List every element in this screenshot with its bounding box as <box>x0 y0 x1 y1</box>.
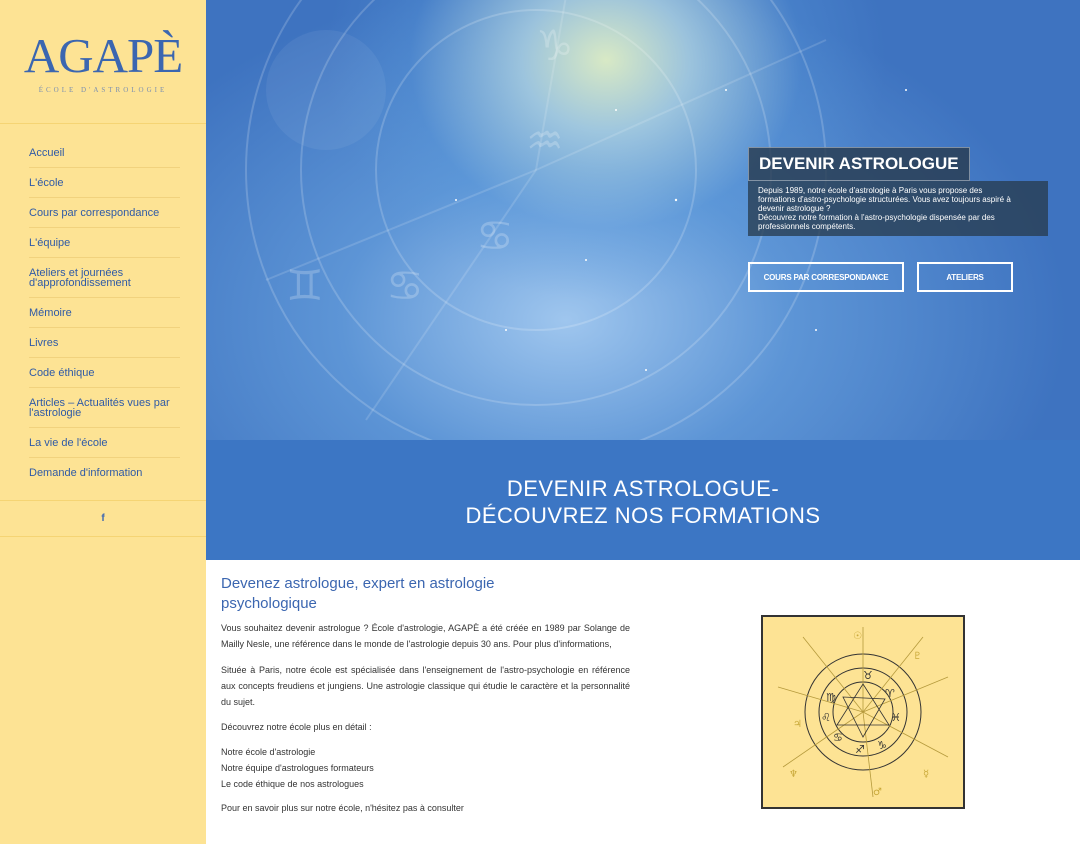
svg-text:♈: ♈ <box>885 687 895 700</box>
nav-item-demande-information[interactable]: Demande d'information <box>29 467 143 479</box>
hero-description <box>748 181 1048 236</box>
intro-paragraph: Vous souhaitez devenir astrologue ? École d'astrologie, AGAPÈ a été créée en 1989 par Solange de Mailly Nesle, une référence dans le monde de l'astrologie depuis 30 ans. Pour plus d'informations, <box>221 623 630 649</box>
hero-desc-line: formations d'astro-psychologie structurées. Vous avez toujours aspiré à <box>758 195 1011 204</box>
section-heading-line2: psychologique <box>221 595 317 612</box>
svg-text:♌: ♌ <box>821 711 831 724</box>
hero-desc-line: Depuis 1989, notre école d'astrologie à Paris vous propose des <box>758 186 983 195</box>
ateliers-button[interactable]: ATELIERS <box>917 262 1013 292</box>
nav-item-accueil[interactable]: Accueil <box>29 138 180 168</box>
paris-paragraph: Située à Paris, notre école est spécialisée dans l'enseignement de l'astro-psychologie en référence aux concepts freudiens et jungiens. Une astrologie classique qui étudie le caractère et la personnalité du sujet. <box>221 665 630 707</box>
section-heading-line1: Devenez astrologue, expert en astrologie <box>221 575 495 592</box>
discover-links <box>221 744 630 792</box>
main-nav <box>0 138 206 487</box>
nav-item-ateliers[interactable]: Ateliers et journées d'approfondissement <box>29 258 180 298</box>
cours-correspondance-button[interactable]: COURS PAR CORRESPONDANCE <box>748 262 904 292</box>
svg-text:♋: ♋ <box>386 261 424 310</box>
svg-text:☉: ☉ <box>853 631 862 642</box>
hero-caption <box>748 147 1048 236</box>
banner-title-line2: DÉCOUVREZ NOS FORMATIONS <box>465 503 821 528</box>
nav-item-ecole[interactable]: L'école <box>29 168 180 198</box>
more-info-paragraph: Pour en savoir plus sur notre école, n'hésitez pas à consulter <box>221 803 464 813</box>
nav-item-equipe[interactable]: L'équipe <box>29 228 180 258</box>
svg-text:♋: ♋ <box>833 731 843 744</box>
svg-text:♆: ♆ <box>789 769 798 780</box>
nav-item-cours-correspondance[interactable]: Cours par correspondance <box>29 198 180 228</box>
nav-item-code-ethique[interactable]: Code éthique <box>29 358 180 388</box>
main-content <box>221 574 630 816</box>
hero-desc-line: devenir astrologue ? <box>758 204 831 213</box>
discover-paragraph: Découvrez notre école plus en détail : <box>221 722 372 732</box>
svg-text:♃: ♃ <box>793 719 802 730</box>
social-bar <box>0 500 206 537</box>
svg-text:♋: ♋ <box>476 211 514 260</box>
logo[interactable] <box>0 0 206 124</box>
nav-item-articles[interactable]: Articles – Actualités vues par l'astrologie <box>29 388 180 428</box>
hero-desc-line: Découvrez notre formation à l'astro-psychologie dispensée par des <box>758 213 995 222</box>
section-heading <box>221 574 630 614</box>
link-notre-ecole[interactable]: Notre école d'astrologie <box>221 747 316 757</box>
hero-title: DEVENIR ASTROLOGUE <box>748 147 970 181</box>
svg-text:♐: ♐ <box>855 743 865 756</box>
nav-item-memoire[interactable]: Mémoire <box>29 298 180 328</box>
facebook-icon[interactable]: f <box>101 513 105 524</box>
svg-text:♊: ♊ <box>286 261 324 310</box>
nav-item-vie-ecole[interactable]: La vie de l'école <box>29 428 180 458</box>
svg-text:♒: ♒ <box>526 116 564 165</box>
svg-text:♇: ♇ <box>913 651 922 662</box>
banner-title-line1: DEVENIR ASTROLOGUE- <box>506 476 780 501</box>
svg-text:♍: ♍ <box>826 691 836 704</box>
sidebar <box>0 0 206 844</box>
hero-slider <box>206 0 1080 440</box>
svg-text:♂: ♂ <box>873 787 882 798</box>
svg-text:♑: ♑ <box>877 739 887 752</box>
link-notre-equipe[interactable]: Notre équipe d'astrologues formateurs <box>221 763 374 773</box>
svg-text:♓: ♓ <box>891 711 901 724</box>
logo-title[interactable]: AGAPÈ <box>23 28 183 83</box>
page-banner <box>206 440 1080 560</box>
hero-desc-line: professionnels compétents. <box>758 222 856 231</box>
svg-text:♉: ♉ <box>863 669 873 682</box>
link-code-ethique[interactable]: Le code éthique de nos astrologues <box>221 779 364 789</box>
svg-text:☿: ☿ <box>923 769 930 780</box>
natal-chart-drawing <box>763 617 963 807</box>
nav-item-livres[interactable]: Livres <box>29 328 180 358</box>
svg-text:♑: ♑ <box>536 21 574 70</box>
astrology-chart-image <box>761 615 965 809</box>
logo-subtitle: ÉCOLE D'ASTROLOGIE <box>38 86 168 94</box>
